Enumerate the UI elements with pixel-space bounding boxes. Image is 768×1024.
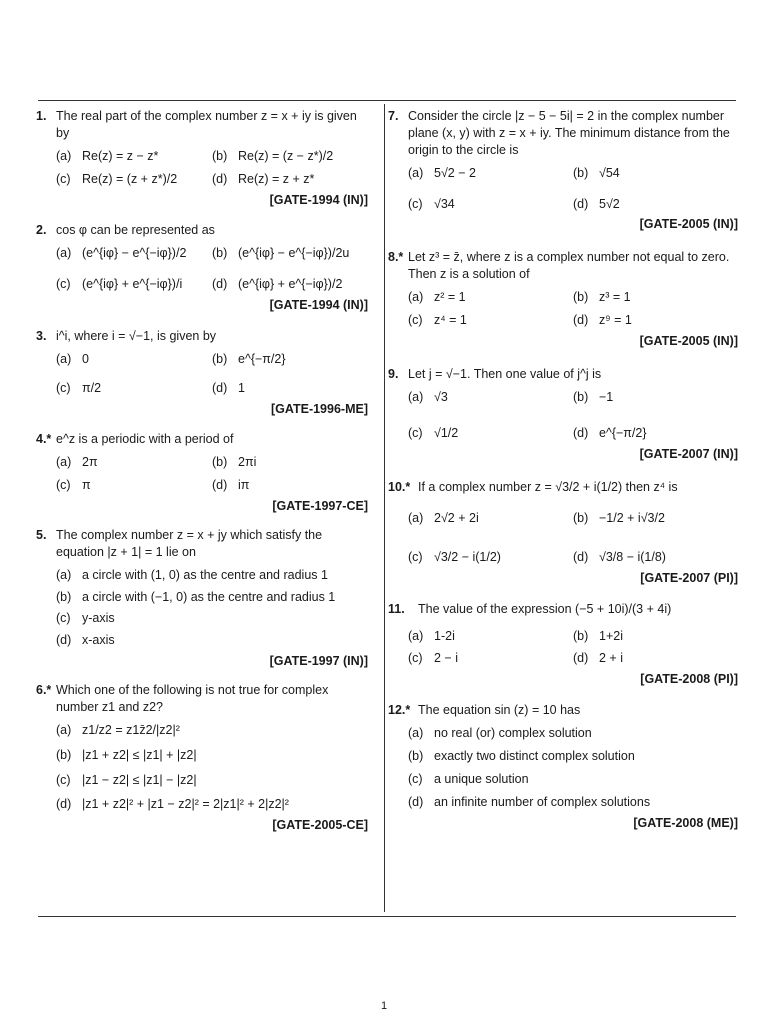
option: (a) no real (or) complex solution xyxy=(408,726,592,740)
question-number: 5. xyxy=(36,527,47,542)
question-number: 9. xyxy=(388,366,399,381)
option: (c) √3/2 − i(1/2) xyxy=(408,549,501,564)
option: (b) exactly two distinct complex solution xyxy=(408,748,635,763)
question-text: Let j = √−1. Then one value of j^j is xyxy=(408,366,602,381)
source-tag: [GATE-2005 (IN)] xyxy=(639,333,738,348)
question-text: Let z³ = z̄, where z is a complex number not equal to zero. Then z is a solution of xyxy=(408,250,730,282)
option: (b) e^{−π/2} xyxy=(212,351,286,366)
option: (a) 0 xyxy=(56,351,89,366)
option: (a) z² = 1 xyxy=(408,290,466,304)
option: (c) a unique solution xyxy=(408,771,529,786)
question-7 xyxy=(388,108,738,233)
question-6 xyxy=(36,682,368,834)
option: (a) √3 xyxy=(408,389,448,404)
option: (c) √1/2 xyxy=(408,426,459,441)
option: (b) z³ = 1 xyxy=(573,290,631,304)
question-text: Consider the circle |z − 5 − 5i| = 2 in the complex number plane (x, y) with z = x + iy. The minimum distance from the origin to the circle is xyxy=(408,109,730,157)
option: (d) x-axis xyxy=(56,633,115,648)
question-number: 6.* xyxy=(36,683,52,697)
option: (b) |z1 + z2| ≤ |z1| + |z2| xyxy=(56,747,197,762)
source-tag: [GATE-2005-CE] xyxy=(272,818,368,833)
question-3 xyxy=(36,328,368,418)
question-number: 3. xyxy=(36,328,47,343)
option: (d) an infinite number of complex solutions xyxy=(408,794,651,809)
option: (a) 5√2 − 2 xyxy=(408,165,476,180)
question-text: If a complex number z = √3/2 + i(1/2) then z⁴ is xyxy=(418,480,678,495)
option: (a) Re(z) = z − z* xyxy=(56,148,159,163)
option: (b) (e^{iφ} − e^{−iφ})/2u xyxy=(212,246,350,261)
option: (a) 1-2i xyxy=(408,628,455,643)
option: (b) −1/2 + i√3/2 xyxy=(573,511,665,525)
option: (d) e^{−π/2} xyxy=(573,426,647,441)
question-text: i^i, where i = √−1, is given by xyxy=(56,328,217,343)
option: (d) Re(z) = z + z* xyxy=(212,171,315,186)
option: (a) (e^{iφ} − e^{−iφ})/2 xyxy=(56,246,187,261)
source-tag: [GATE-2005 (IN)] xyxy=(639,217,738,232)
option: (c) π xyxy=(56,478,91,493)
option: (d) 2 + i xyxy=(573,651,623,666)
option: (a) 2π xyxy=(56,455,98,470)
question-text: cos φ can be represented as xyxy=(56,223,215,238)
bottom-rule xyxy=(38,916,736,917)
question-4 xyxy=(36,431,368,515)
question-text: The complex number z = x + jy which satisfy the equation |z + 1| = 1 lie on xyxy=(56,527,323,559)
source-tag: [GATE-1997 (IN)] xyxy=(269,654,368,669)
question-8 xyxy=(388,249,738,349)
question-text: The equation sin (z) = 10 has xyxy=(418,703,581,718)
question-text: The real part of the complex number z = x + iy is given by xyxy=(56,109,357,140)
question-number: 8.* xyxy=(388,250,404,265)
source-tag: [GATE-1997-CE] xyxy=(272,499,368,513)
question-number: 4.* xyxy=(36,432,52,447)
question-2 xyxy=(36,222,368,314)
option: (b) a circle with (−1, 0) as the centre and radius 1 xyxy=(56,589,336,604)
source-tag: [GATE-2008 (ME)] xyxy=(633,815,738,830)
question-1 xyxy=(36,108,368,208)
option: (b) Re(z) = (z − z*)/2 xyxy=(212,148,334,163)
option: (c) (e^{iφ} + e^{−iφ})/i xyxy=(56,277,183,292)
question-number: 7. xyxy=(388,109,399,123)
option: (d) √3/8 − i(1/8) xyxy=(573,549,666,564)
question-12 xyxy=(388,702,738,831)
source-tag: [GATE-1996-ME] xyxy=(270,401,368,416)
option: (d) (e^{iφ} + e^{−iφ})/2 xyxy=(212,277,343,292)
question-9 xyxy=(388,366,738,464)
option: (d) iπ xyxy=(212,478,250,493)
option: (d) 1 xyxy=(212,380,245,395)
option: (b) 1+2i xyxy=(573,628,623,643)
option: (c) 2 − i xyxy=(408,651,458,666)
question-number: 10.* xyxy=(388,480,411,495)
page-number: 1 xyxy=(380,1000,388,1012)
left-column xyxy=(36,108,368,842)
right-column xyxy=(384,108,738,839)
question-number: 1. xyxy=(36,109,47,123)
option: (d) |z1 + z2|² + |z1 − z2|² = 2|z1|² + 2|z2|² xyxy=(56,797,289,812)
source-tag: [GATE-1994 (IN)] xyxy=(269,298,368,312)
question-5 xyxy=(36,527,368,670)
option: (d) z⁹ = 1 xyxy=(573,312,632,327)
option: (c) |z1 − z2| ≤ |z1| − |z2| xyxy=(56,772,197,787)
option: (b) −1 xyxy=(573,389,614,404)
option: (a) z1/z2 = z1z̄2/|z2|² xyxy=(56,722,180,737)
question-number: 11. xyxy=(388,601,405,616)
question-text: The value of the expression (−5 + 10i)/(3 + 4i) xyxy=(418,601,672,616)
option: (c) Re(z) = (z + z*)/2 xyxy=(56,171,178,186)
question-text: e^z is a periodic with a period of xyxy=(56,432,234,447)
option: (a) a circle with (1, 0) as the centre and radius 1 xyxy=(56,567,328,582)
top-rule xyxy=(38,100,736,101)
option: (c) y-axis xyxy=(56,611,115,626)
question-10 xyxy=(388,479,738,587)
source-tag: [GATE-2007 (PI)] xyxy=(640,570,738,585)
source-tag: [GATE-1994 (IN)] xyxy=(269,192,368,207)
option: (c) z⁴ = 1 xyxy=(408,312,467,327)
option: (a) 2√2 + 2i xyxy=(408,511,479,525)
question-text: Which one of the following is not true for complex number z1 and z2? xyxy=(56,683,329,714)
source-tag: [GATE-2008 (PI)] xyxy=(640,672,738,687)
option: (c) √34 xyxy=(408,196,455,211)
option: (b) √54 xyxy=(573,165,620,180)
question-number: 2. xyxy=(36,223,47,238)
option: (c) π/2 xyxy=(56,380,102,395)
option: (b) 2πi xyxy=(212,455,257,470)
source-tag: [GATE-2007 (IN)] xyxy=(639,447,738,462)
option: (d) 5√2 xyxy=(573,196,620,211)
question-11 xyxy=(388,601,738,689)
question-number: 12.* xyxy=(388,703,411,718)
